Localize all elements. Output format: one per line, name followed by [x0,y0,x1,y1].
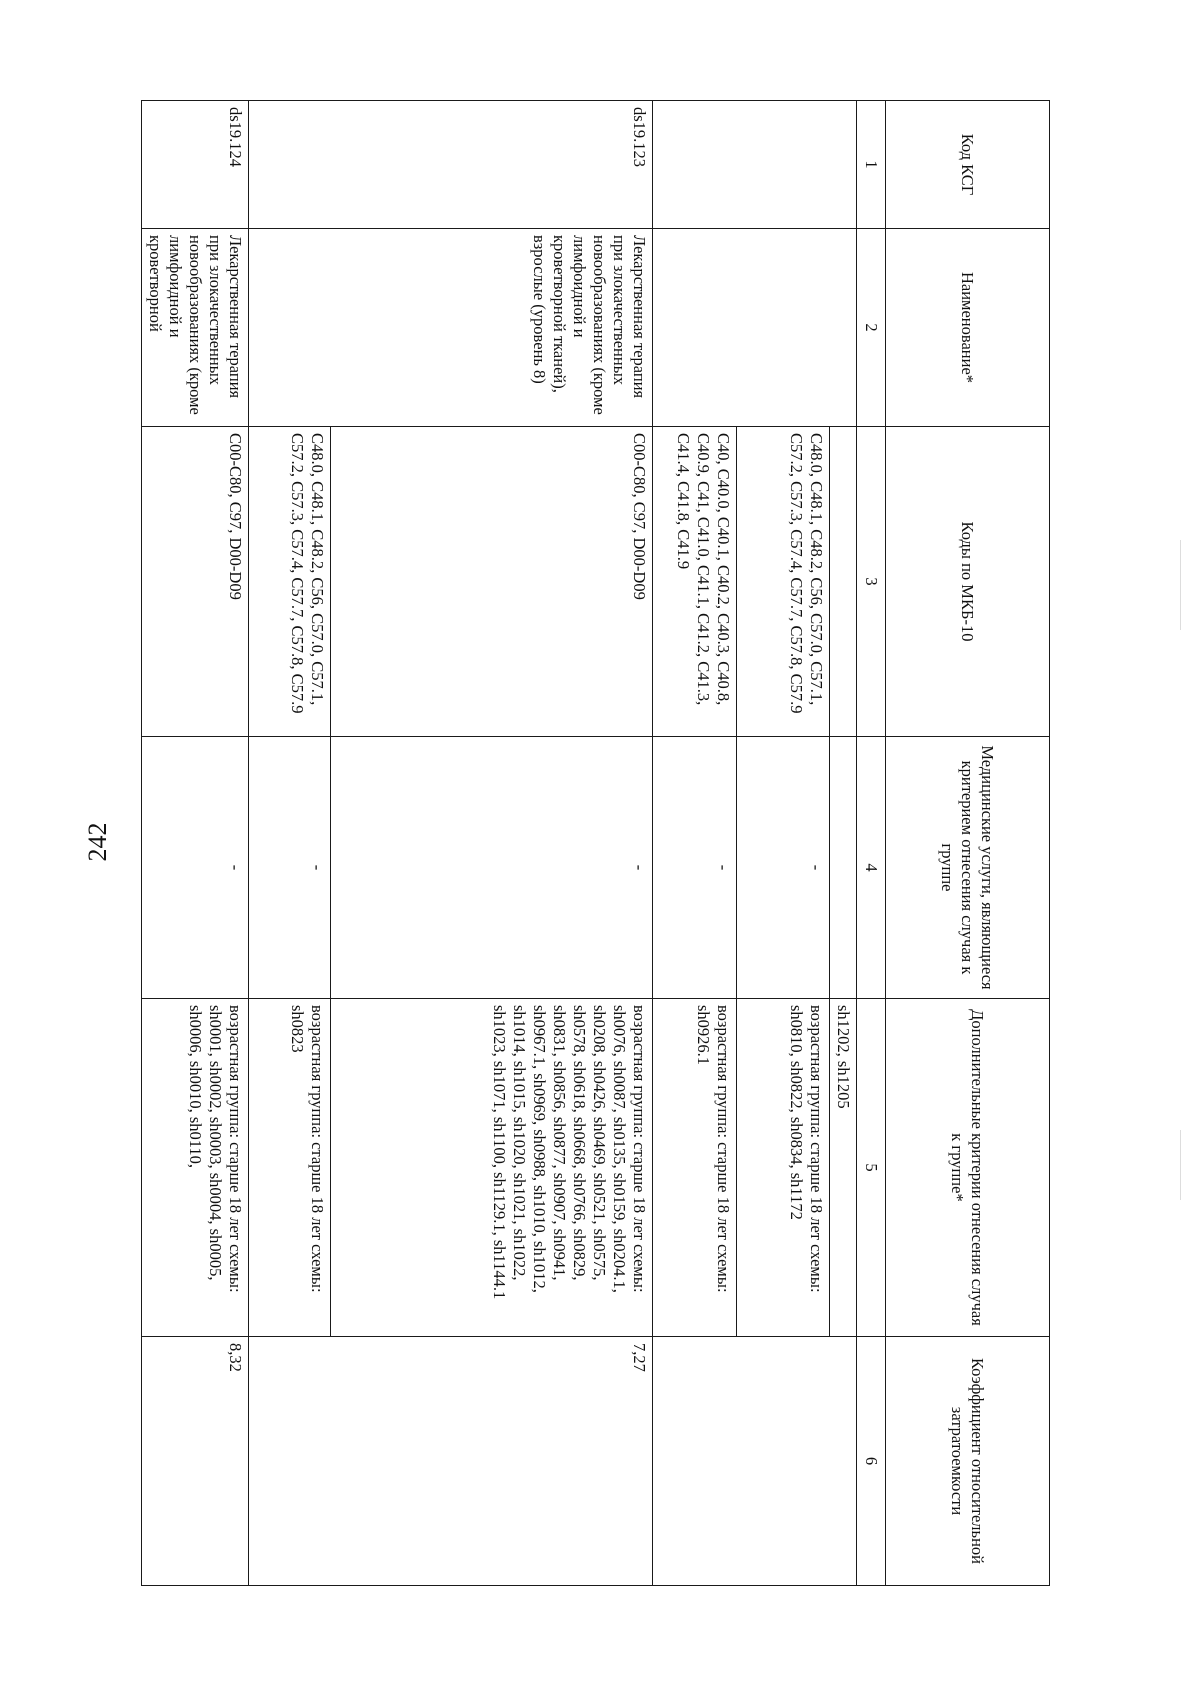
criteria-cell: sh1202, sh1205 [830,999,857,1337]
page-number: 242 [83,822,112,862]
mkb-cell [830,427,857,737]
column-number: 1 [857,101,886,229]
mkb-cell: C48.0, C48.1, C48.2, C56, C57.0, C57.1, C57.2, C57.3, C57.4, C57.7, C57.8, C57.9 [249,427,331,737]
mkb-cell: C48.0, C48.1, C48.2, C56, C57.0, C57.1, C57.2, C57.3, C57.4, C57.7, C57.8, C57.9 [737,427,830,737]
column-number: 6 [857,1337,886,1586]
services-cell: - [331,737,653,999]
mkb-cell: C00-C80, C97, D00-D09 [331,427,653,737]
column-number-row [857,101,886,1586]
code-cell: ds19.124 [142,101,249,229]
services-cell: - [249,737,331,999]
name-cell [653,229,857,427]
mkb-cell: C00-C80, C97, D00-D09 [142,427,249,737]
ksg-table [141,100,1050,1586]
name-cell: Лекарственная терапия при злокачественных новообразованиях (кроме лимфоидной и кроветворной [142,229,249,427]
column-number: 3 [857,427,886,737]
coefficient-cell [653,1337,857,1586]
header-coefficient: Коэффициент относительной затратоемкости [886,1337,1050,1586]
table-row [830,101,857,1586]
criteria-cell: возрастная группа: старше 18 лет схемы: sh0076, sh0087, sh0135, sh0159, sh0204.1, sh0208, sh0426, sh0469, sh0521, sh0575, sh0578, sh0618, sh0668, sh0766, sh0829, sh0831, sh0856, sh0877, sh0907, sh0941, sh0967.1, sh0969, sh0988, sh1010, sh1012, sh1014, sh1015, sh1020, sh1021, sh1022, sh1023, sh1071, sh1100, sh1129.1, sh1144.1 [331,999,653,1337]
services-cell: - [737,737,830,999]
criteria-cell: возрастная группа: старше 18 лет схемы: sh0810, sh0822, sh0834, sh1172 [737,999,830,1337]
table-row [142,101,249,1586]
coefficient-cell: 8,32 [142,1337,249,1586]
table-row [331,101,653,1586]
code-cell: ds19.123 [249,101,653,229]
name-cell: Лекарственная терапия при злокачественных новообразованиях (кроме лимфоидной и кроветворной тканей), взрослые (уровень 8) [249,229,653,427]
criteria-cell: возрастная группа: старше 18 лет схемы: sh0823 [249,999,331,1337]
services-cell [830,737,857,999]
criteria-cell: возрастная группа: старше 18 лет схемы: sh0001, sh0002, sh0003, sh0004, sh0005, sh0006, sh0010, sh0110, [142,999,249,1337]
coefficient-cell: 7,27 [249,1337,653,1586]
header-name: Наименование* [886,229,1050,427]
header-code: Код КСГ [886,101,1050,229]
criteria-cell: возрастная группа: старше 18 лет схемы: sh0926.1 [653,999,737,1337]
column-number: 5 [857,999,886,1337]
services-cell: - [653,737,737,999]
header-criteria: Дополнительные критерии отнесения случая к группе* [886,999,1050,1337]
header-mkb: Коды по МКБ-10 [886,427,1050,737]
header-services: Медицинские услуги, являющиеся критерием отнесения случая к группе [886,737,1050,999]
services-cell: - [142,737,249,999]
scan-artifact [1180,540,1181,630]
code-cell [653,101,857,229]
scan-artifact [1180,1130,1181,1200]
column-number: 2 [857,229,886,427]
mkb-cell: C40, C40.0, C40.1, C40.2, C40.3, C40.8, C40.9, C41, C41.0, C41.1, C41.2, C41.3, C41.4, C41.8, C41.9 [653,427,737,737]
header-row [886,101,1050,1586]
column-number: 4 [857,737,886,999]
rotated-table-wrapper [146,100,1050,1585]
